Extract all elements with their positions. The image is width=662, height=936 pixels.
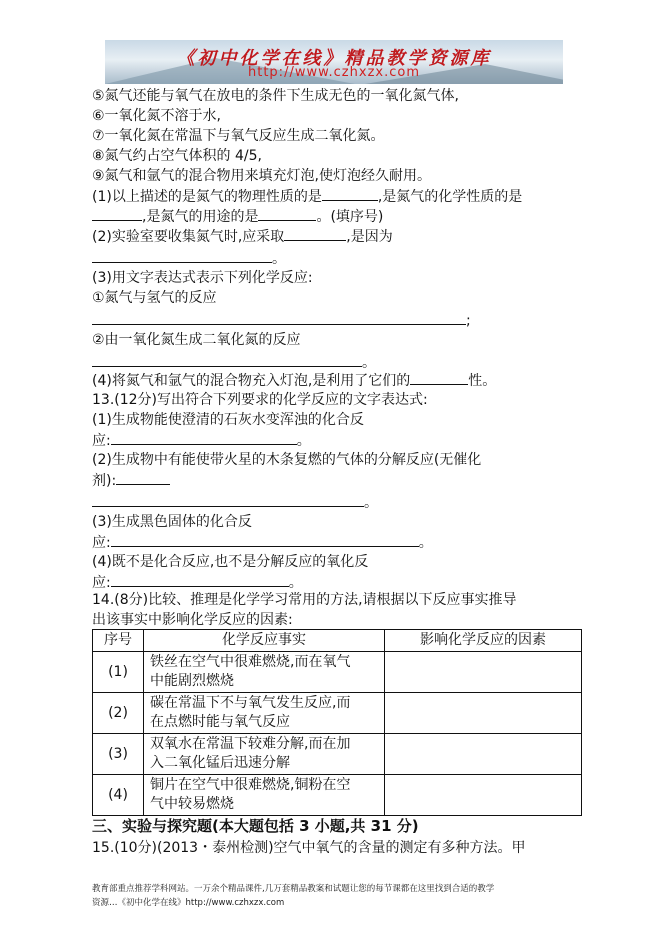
question-1-line1 [92,186,522,207]
row-factor-answer[interactable] [385,775,582,816]
question-1-text-b: ,是氮气的化学性质的是 [377,189,523,205]
problem-13-1-prefix: 应: [92,433,111,449]
row-fact [144,693,385,734]
answer-blank-13-2-a[interactable] [116,470,170,485]
row-fact-line1: 铜片在空气中很难燃烧,铜粉在空 [150,777,351,793]
problem-15-line1: 15.(10分)(2013・泰州检测)空气中氧气的含量的测定有多种方法。甲 [92,840,526,856]
row-fact-line1: 碳在常温下不与氧气发生反应,而 [150,695,351,711]
question-1-text-c: ,是氮气的用途的是 [142,209,259,225]
problem-14-line2: 出该事实中影响化学反应的因素: [92,612,293,628]
row-fact-line2: 入二氧化锰后迅速分解 [150,755,290,771]
question-4-text-a: (4)将氮气和氩气的混合物充入灯泡,是利用了它们的 [92,373,411,389]
banner-url[interactable]: http://www.czhxzx.com [248,65,420,80]
row-fact [144,775,385,816]
question-2-end: 。 [272,251,286,267]
problem-13-title: 13.(12分)写出符合下列要求的化学反应的文字表达式: [92,392,428,408]
question-4 [92,370,496,391]
answer-blank-13-3[interactable] [111,532,419,547]
problem-13-1-end: 。 [296,433,311,449]
reaction-factors-table [92,629,582,816]
answer-blank-collect[interactable] [284,226,346,241]
header-index: 序号 [93,630,144,652]
problem-13-1-line2 [92,430,311,451]
row-index: (2) [93,693,144,734]
footer-line1: 教育部重点推荐学科网站。一万余个精品课件,几万套精品教案和试题让您的每节课都在这里找到合适的教学 [92,884,495,894]
answer-blank-13-1[interactable] [111,430,297,445]
page-footer [92,882,592,910]
problem-14-line1: 14.(8分)比较、推理是化学学习常用的方法,请根据以下反应事实推导 [92,592,517,608]
problem-13-2-line2 [92,470,170,491]
problem-13-2-line1: (2)生成物中有能使带火星的木条复燃的气体的分解反应(无催化 [92,452,482,468]
row-factor-answer[interactable] [385,734,582,775]
table-row [93,652,582,693]
question-1-text-d: 。(填序号) [316,209,384,225]
question-3-title: (3)用文字表达式表示下列化学反应: [92,270,313,286]
question-1-text-a: (1)以上描述的是氮气的物理性质的是 [92,189,322,205]
answer-blank-no-no2[interactable] [92,352,362,367]
question-3-part2: ②由一氧化氮生成二氧化氮的反应 [92,332,301,348]
statement-7: ⑦一氧化氮在常温下与氧气反应生成二氧化氮。 [92,128,385,144]
question-2-text-b: ,是因为 [346,229,393,245]
row-index: (1) [93,652,144,693]
question-3-part1: ①氮气与氢气的反应 [92,290,217,306]
row-fact-line2: 气中较易燃烧 [150,796,234,812]
table-row [93,734,582,775]
statement-5: ⑤氮气还能与氧气在放电的条件下生成无色的一氧化氮气体, [92,88,459,104]
table-row [93,693,582,734]
section-3-heading: 三、实验与探究题(本大题包括 3 小题,共 31 分) [92,817,419,835]
problem-13-3-line2 [92,532,433,553]
problem-13-4-end: 。 [288,575,303,591]
row-fact [144,652,385,693]
header-banner [105,40,563,84]
answer-blank-physical[interactable] [322,186,378,201]
problem-13-2-prefix: 剂): [92,473,117,489]
problem-13-1-line1: (1)生成物能使澄清的石灰水变浑浊的化合反 [92,412,364,428]
question-3-part1-end: ; [466,313,471,329]
banner-title: 《初中化学在线》精品教学资源库 [176,48,492,69]
answer-blank-property[interactable] [410,370,468,385]
answer-blank-chemical[interactable] [92,206,142,221]
problem-13-3-line1: (3)生成黑色固体的化合反 [92,514,252,530]
header-fact: 化学反应事实 [144,630,385,652]
statement-9: ⑨氮气和氩气的混合物用来填充灯泡,使灯泡经久耐用。 [92,168,431,184]
problem-13-2-line3 [92,492,378,513]
row-index: (4) [93,775,144,816]
question-3-part2-end: 。 [362,355,376,371]
row-fact [144,734,385,775]
problem-13-3-prefix: 应: [92,535,111,551]
header-factor: 影响化学反应的因素 [385,630,582,652]
row-fact-line1: 铁丝在空气中很难燃烧,而在氧气 [150,654,351,670]
row-fact-line2: 中能剧烈燃烧 [150,673,234,689]
row-index: (3) [93,734,144,775]
answer-blank-use[interactable] [258,206,316,221]
statement-6: ⑥一氧化氮不溶于水, [92,108,222,124]
table-header-row [93,630,582,652]
answer-blank-reason[interactable] [92,248,272,263]
table-row [93,775,582,816]
question-2-text-a: (2)实验室要收集氮气时,应采取 [92,229,285,245]
problem-13-2-end: 。 [364,495,378,511]
problem-13-4-line1: (4)既不是化合反应,也不是分解反应的氧化反 [92,554,369,570]
question-1-line2 [92,206,383,227]
question-4-text-b: 性。 [468,373,497,389]
question-3-part1-answer-line [92,310,471,331]
question-2-line1 [92,226,393,247]
footer-line2: 资源…《初中化学在线》http://www.czhxzx.com [92,898,285,908]
answer-blank-13-2-b[interactable] [92,492,364,507]
answer-blank-13-4[interactable] [111,572,289,587]
row-fact-line1: 双氧水在常温下较难分解,而在加 [150,736,351,752]
problem-13-4-prefix: 应: [92,575,111,591]
problem-13-3-end: 。 [418,535,433,551]
statement-8: ⑧氮气约占空气体积的 4/5, [92,148,262,164]
answer-blank-n2-h2[interactable] [92,310,466,325]
row-factor-answer[interactable] [385,652,582,693]
row-fact-line2: 在点燃时能与氧气反应 [150,714,290,730]
question-2-line2 [92,248,286,269]
row-factor-answer[interactable] [385,693,582,734]
